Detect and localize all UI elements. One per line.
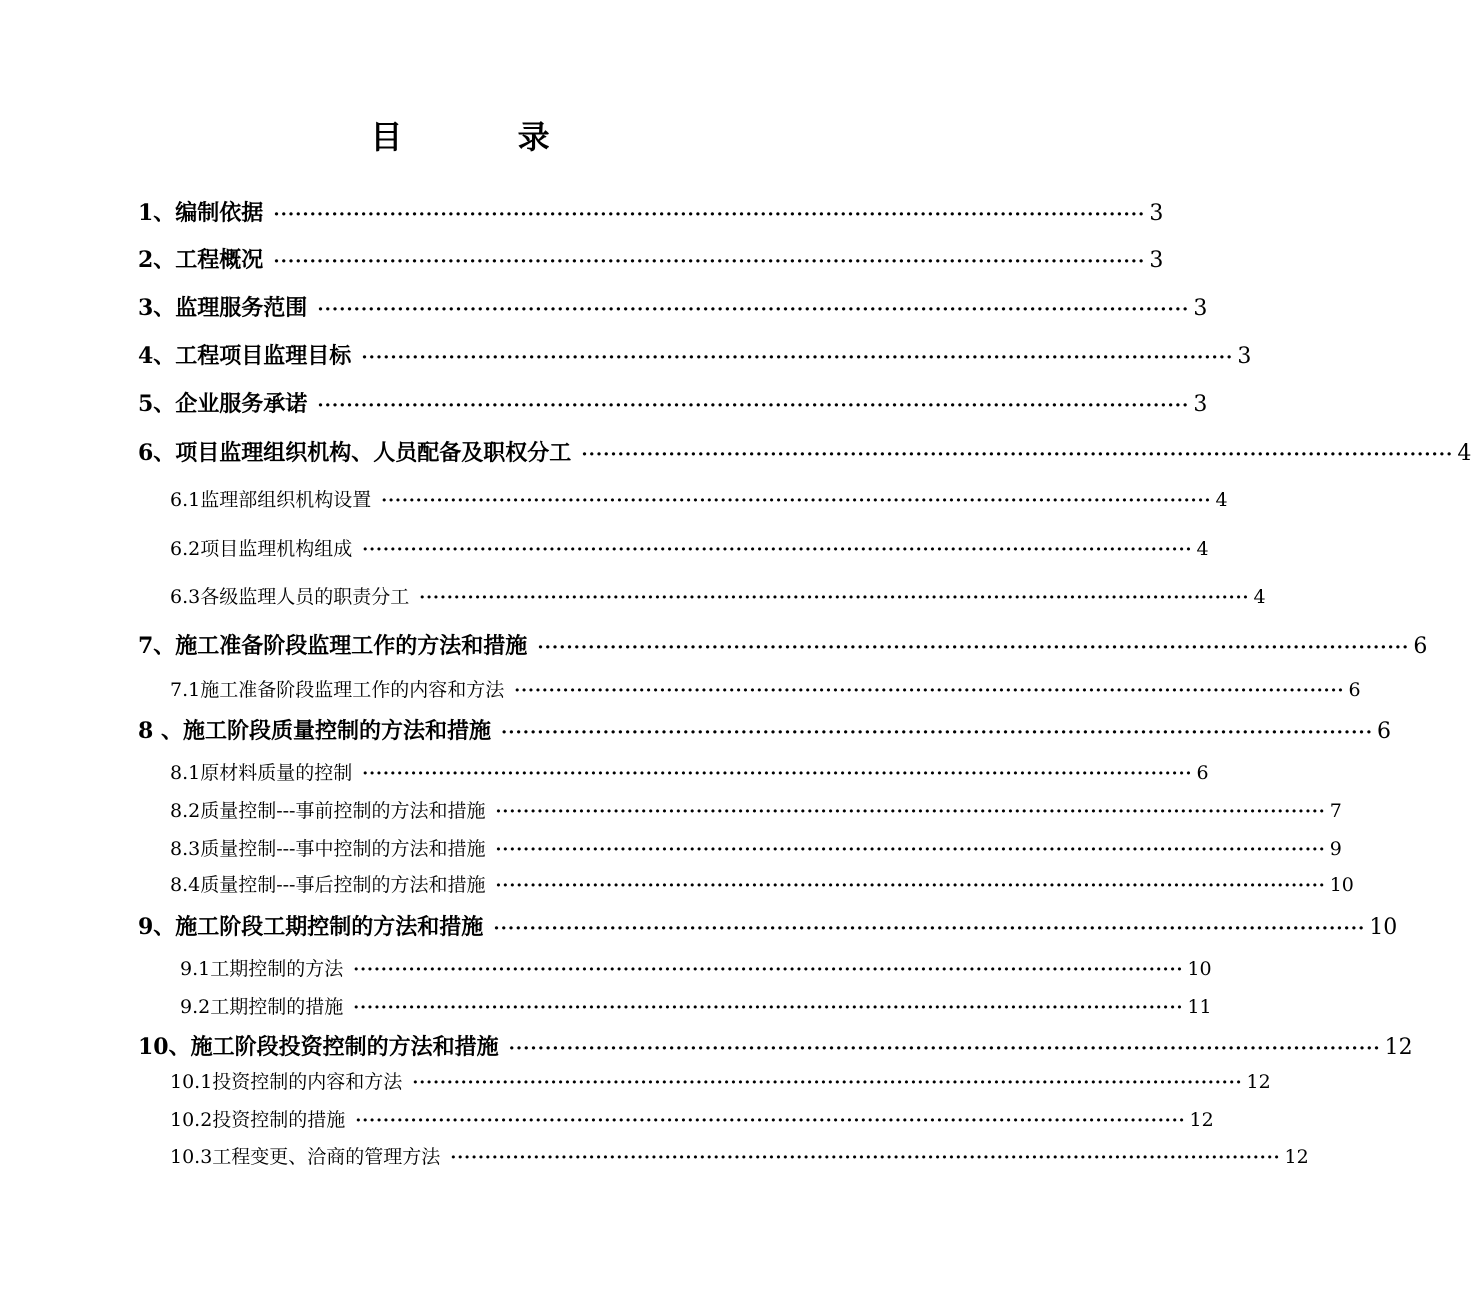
toc-entry-text: 10、施工阶段投资控制的方法和措施 bbox=[138, 1034, 499, 1060]
toc-entry[interactable] bbox=[138, 1030, 1413, 1061]
toc-entry-text: 6.2项目监理机构组成 bbox=[170, 538, 353, 560]
toc-entry-text: 5、企业服务承诺 bbox=[138, 391, 308, 417]
toc-entry-text: 10.2投资控制的措施 bbox=[170, 1109, 346, 1131]
toc-entry-page: 10 bbox=[1187, 958, 1212, 980]
toc-entry-text: 1、编制依据 bbox=[138, 200, 264, 226]
toc-leader-dots: ························································································································ bbox=[317, 395, 1190, 416]
toc-leader-dots: ························································································································ bbox=[353, 998, 1184, 1018]
toc-leader-dots: ························································································································ bbox=[508, 1038, 1381, 1059]
toc-leader-dots: ························································································································ bbox=[362, 764, 1193, 784]
toc-leader-dots: ························································································································ bbox=[581, 444, 1454, 465]
toc-entry-page: 10 bbox=[1369, 915, 1398, 940]
toc-entry[interactable] bbox=[170, 796, 1342, 823]
toc-entry-text: 8.1原材料质量的控制 bbox=[170, 762, 353, 784]
toc-entry[interactable] bbox=[170, 870, 1354, 897]
toc-entry-text: 8.4质量控制---事后控制的方法和措施 bbox=[170, 874, 486, 896]
toc-entry[interactable] bbox=[170, 1142, 1309, 1169]
toc-leader-dots: ························································································································ bbox=[362, 540, 1193, 560]
toc-leader-dots: ························································································································ bbox=[450, 1148, 1281, 1168]
toc-leader-dots: ························································································································ bbox=[381, 491, 1212, 511]
toc-leader-dots: ························································································································ bbox=[495, 876, 1326, 896]
toc-entry-page: 7 bbox=[1329, 800, 1342, 822]
toc-leader-dots: ························································································································ bbox=[317, 299, 1190, 320]
toc-entry-page: 3 bbox=[1149, 248, 1164, 273]
toc-entry-page: 12 bbox=[1384, 1035, 1413, 1060]
toc-entry-text: 7.1施工准备阶段监理工作的内容和方法 bbox=[170, 679, 505, 701]
toc-entry[interactable] bbox=[138, 387, 1208, 418]
toc-entry[interactable] bbox=[138, 196, 1164, 227]
toc-entry-text: 9.2工期控制的措施 bbox=[180, 996, 344, 1018]
toc-entry-page: 12 bbox=[1246, 1071, 1271, 1093]
toc-entry-page: 4 bbox=[1196, 538, 1209, 560]
toc-entry[interactable] bbox=[170, 834, 1342, 861]
toc-entry-page: 10 bbox=[1329, 874, 1354, 896]
toc-entry[interactable] bbox=[138, 714, 1391, 745]
toc-entry[interactable] bbox=[170, 675, 1361, 702]
toc-leader-dots: ························································································································ bbox=[361, 347, 1234, 368]
toc-leader-dots: ························································································································ bbox=[514, 681, 1345, 701]
toc-entry-page: 4 bbox=[1215, 489, 1228, 511]
toc-entry[interactable] bbox=[180, 992, 1212, 1019]
toc-entry-text: 9.1工期控制的方法 bbox=[180, 958, 344, 980]
toc-entry-page: 6 bbox=[1348, 679, 1361, 701]
toc-entry-text: 10.3工程变更、洽商的管理方法 bbox=[170, 1146, 441, 1168]
toc-title: 目 录 bbox=[370, 118, 602, 156]
toc-entry-text: 4、工程项目监理目标 bbox=[138, 343, 352, 369]
toc-entry[interactable] bbox=[170, 582, 1266, 609]
toc-entry[interactable] bbox=[170, 1067, 1271, 1094]
toc-leader-dots: ························································································································ bbox=[495, 840, 1326, 860]
toc-entry[interactable] bbox=[170, 758, 1209, 785]
toc-entry-page: 3 bbox=[1237, 344, 1252, 369]
toc-entry-text: 8 、施工阶段质量控制的方法和措施 bbox=[138, 718, 491, 744]
toc-leader-dots: ························································································································ bbox=[273, 251, 1146, 272]
toc-entry[interactable] bbox=[138, 339, 1252, 370]
toc-entry[interactable] bbox=[138, 910, 1398, 941]
toc-leader-dots: ························································································································ bbox=[419, 588, 1250, 608]
toc-entry[interactable] bbox=[138, 243, 1164, 274]
toc-entry-page: 6 bbox=[1196, 762, 1209, 784]
toc-entry-text: 2、工程概况 bbox=[138, 247, 264, 273]
toc-entry-page: 12 bbox=[1189, 1109, 1214, 1131]
toc-entry-text: 8.2质量控制---事前控制的方法和措施 bbox=[170, 800, 486, 822]
toc-leader-dots: ························································································································ bbox=[355, 1111, 1186, 1131]
toc-entry-page: 4 bbox=[1253, 586, 1266, 608]
toc-entry-page: 9 bbox=[1329, 838, 1342, 860]
toc-entry-text: 3、监理服务范围 bbox=[138, 295, 308, 321]
toc-entry-page: 6 bbox=[1376, 719, 1391, 744]
toc-leader-dots: ························································································································ bbox=[273, 204, 1146, 225]
toc-leader-dots: ························································································································ bbox=[537, 637, 1410, 658]
toc-entry[interactable] bbox=[138, 436, 1471, 467]
toc-entry-text: 6、项目监理组织机构、人员配备及职权分工 bbox=[138, 440, 572, 466]
toc-entry-page: 3 bbox=[1149, 201, 1164, 226]
toc-entry[interactable] bbox=[180, 954, 1212, 981]
toc-leader-dots: ························································································································ bbox=[353, 960, 1184, 980]
toc-entry-page: 3 bbox=[1193, 296, 1208, 321]
toc-entry[interactable] bbox=[138, 291, 1208, 322]
toc-entry-text: 9、施工阶段工期控制的方法和措施 bbox=[138, 914, 484, 940]
toc-leader-dots: ························································································································ bbox=[500, 722, 1373, 743]
toc-entry-text: 7、施工准备阶段监理工作的方法和措施 bbox=[138, 633, 528, 659]
toc-entry-text: 6.3各级监理人员的职责分工 bbox=[170, 586, 410, 608]
toc-leader-dots: ························································································································ bbox=[412, 1073, 1243, 1093]
toc-entry-page: 3 bbox=[1193, 392, 1208, 417]
toc-entry-text: 8.3质量控制---事中控制的方法和措施 bbox=[170, 838, 486, 860]
toc-entry[interactable] bbox=[170, 534, 1209, 561]
toc-entry[interactable] bbox=[138, 629, 1428, 660]
toc-leader-dots: ························································································································ bbox=[495, 802, 1326, 822]
toc-entry-page: 4 bbox=[1457, 441, 1471, 466]
toc-leader-dots: ························································································································ bbox=[493, 918, 1366, 939]
toc-entry-page: 6 bbox=[1413, 634, 1428, 659]
toc-entry[interactable] bbox=[170, 485, 1228, 512]
toc-entry[interactable] bbox=[170, 1105, 1214, 1132]
toc-entry-page: 12 bbox=[1284, 1146, 1309, 1168]
toc-entry-text: 10.1投资控制的内容和方法 bbox=[170, 1071, 403, 1093]
toc-entry-page: 11 bbox=[1187, 996, 1212, 1018]
toc-entry-text: 6.1监理部组织机构设置 bbox=[170, 489, 372, 511]
